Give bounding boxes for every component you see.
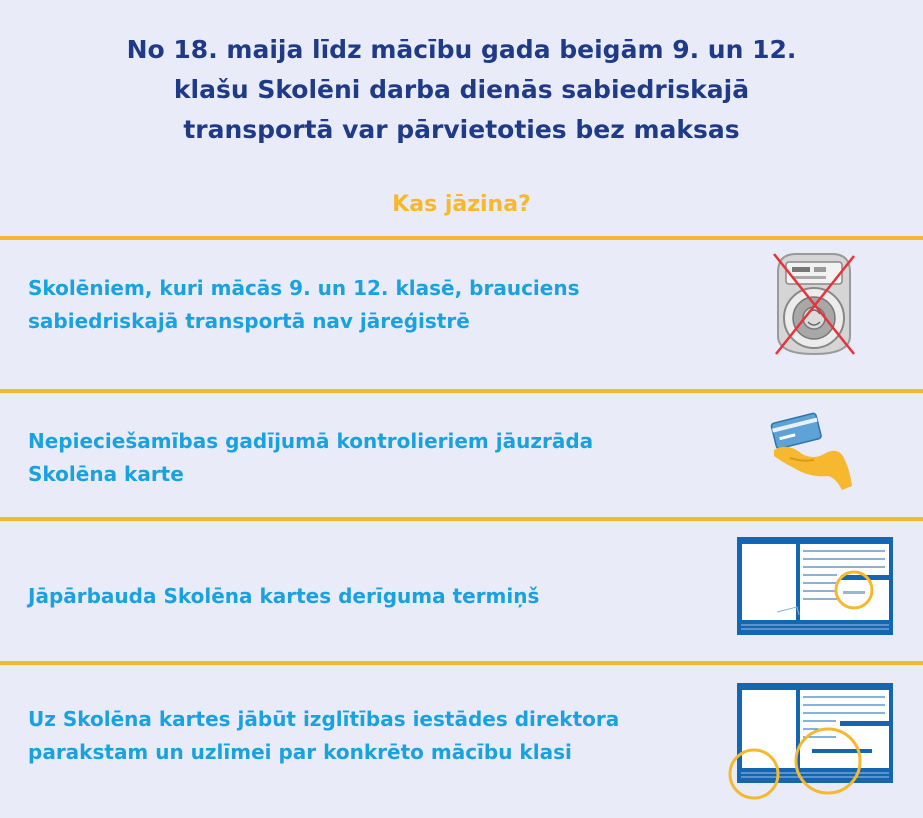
info-item-text xyxy=(28,703,619,769)
student-card-signature-icon xyxy=(726,683,896,801)
page-title xyxy=(0,30,923,150)
info-line: Skolēna karte xyxy=(28,462,184,486)
info-line: parakstam un uzlīmei par konkrēto mācību klasi xyxy=(28,740,572,764)
info-line: Uz Skolēna kartes jābūt izglītības iestādes direktora xyxy=(28,707,620,731)
info-line: Skolēniem, kuri mācās 9. un 12. klasē, brauciens xyxy=(28,276,580,300)
info-item-text xyxy=(28,580,539,613)
divider xyxy=(0,236,923,240)
info-item-text xyxy=(28,272,579,338)
divider xyxy=(0,661,923,665)
info-item-text xyxy=(28,425,593,491)
info-line: sabiedriskajā transportā nav jāreģistrē xyxy=(28,309,470,333)
validator-crossed-icon xyxy=(770,250,860,360)
info-line: Jāpārbauda Skolēna kartes derīguma termiņš xyxy=(28,584,540,608)
title-line: transportā var pārvietoties bez maksas xyxy=(183,115,740,144)
info-line: Nepieciešamības gadījumā kontrolieriem jāuzrāda xyxy=(28,429,594,453)
section-subtitle: Kas jāzina? xyxy=(392,192,531,217)
title-line: klašu Skolēni darba dienās sabiedriskajā xyxy=(173,75,750,104)
divider xyxy=(0,517,923,521)
student-card-expiry-icon xyxy=(737,537,893,635)
divider xyxy=(0,389,923,393)
hand-card-icon xyxy=(770,412,860,494)
title-line: No 18. maija līdz mācību gada beigām 9. un 12. xyxy=(126,35,797,64)
